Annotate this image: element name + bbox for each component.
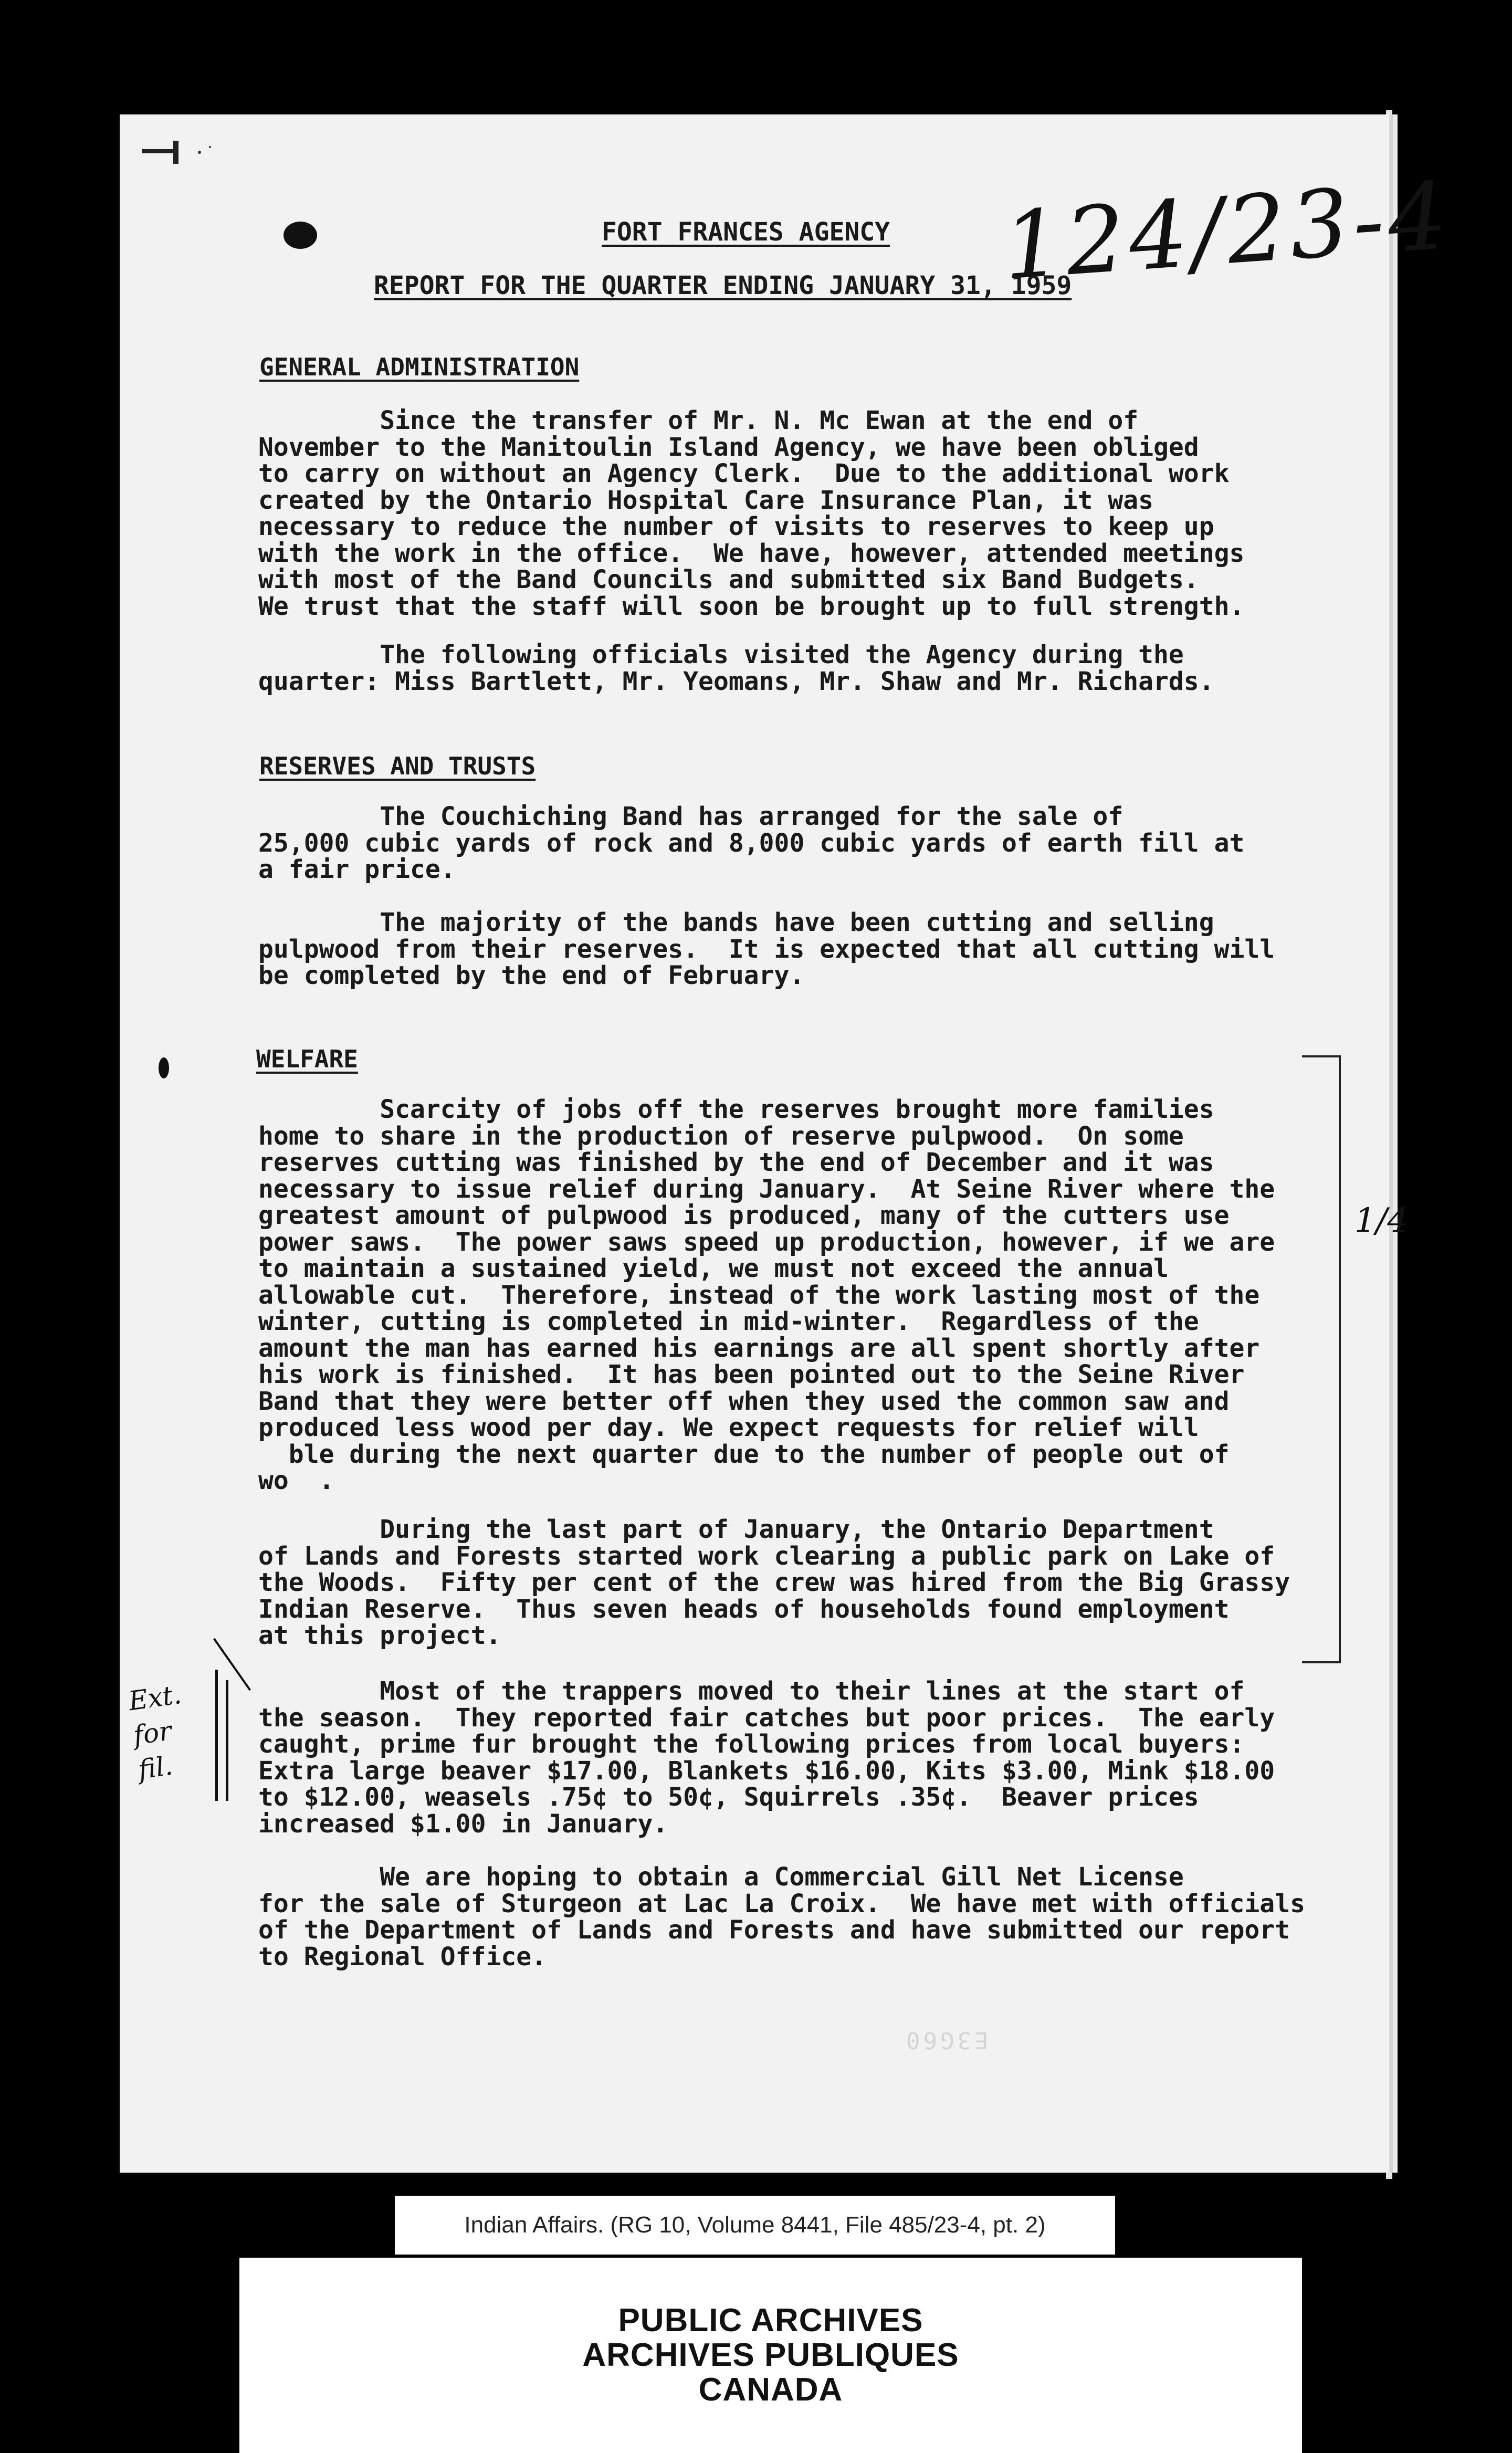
welfare-paragraph-4: We are hoping to obtain a Commercial Gill Net License for the sale of Sturgeon at Lac La Croix. We have met with officials of the Department of Lands and Forests and have submitted our report to Regional Office.: [258, 1862, 1305, 1972]
section-heading-welfare: WELFARE: [256, 1045, 358, 1073]
reserves-paragraph-1: The Couchiching Band has arranged for the sale of 25,000 cubic yards of rock and 8,000 cubic yards of earth fill at a fair price.: [258, 802, 1245, 884]
welfare-paragraph-3: Most of the trappers moved to their lines at the start of the season. They reported fair catches but poor prices. The early caught, prime fur brought the following prices from local buyers: Extra large beaver $17.00, Blankets $16.00, Kits $3.00, Mink $18.00 to $12.00, weasels .75¢ to 50¢, Squirrels .35¢. Beaver prices increased $1.00 in January.: [258, 1676, 1275, 1839]
archives-stamp: [239, 2258, 1302, 2453]
margin-fraction-note: 1/4: [1354, 1201, 1409, 1240]
ink-blot-icon: [284, 222, 317, 249]
archive-citation-label: [395, 2196, 1115, 2255]
handwritten-file-reference: 124/23-4: [999, 162, 1455, 301]
margin-handwritten-note: Ext. for fil.: [127, 1679, 184, 1786]
archives-line-3: CANADA: [698, 2372, 843, 2408]
archives-line-1: PUBLIC ARCHIVES: [618, 2302, 923, 2339]
general-administration-paragraph-2: The following officials visited the Agency during the quarter: Miss Bartlett, Mr. Yeomans, Mr. Shaw and Mr. Richards.: [258, 640, 1214, 696]
welfare-paragraph-1: Scarcity of jobs off the reserves brought more families home to share in the production of reserve pulpwood. On some reserves cutting was finished by the end of December and it was necessary to issue relief during January. At Seine River where the greatest amount of pulpwood is produced, many of the cutters use power saws. The power saws speed up production, however, if we are to maintain a sustained yield, we must not exceed the annual allowable cut. Therefore, instead of the work lasting most of the winter, cutting is completed in mid-winter. Regardless of the amount the man has earned his earnings are all spent shortly after his work is finished. It has been pointed out to the Seine River Band that they were better off when they used the common saw and produced less wood per day. We expect requests for relief will ble during the next quarter due to the number of people out of wo .: [258, 1095, 1275, 1495]
section-heading-general-administration: GENERAL ADMINISTRATION: [259, 353, 580, 381]
agency-title: FORT FRANCES AGENCY: [602, 217, 890, 247]
section-heading-reserves-and-trusts: RESERVES AND TRUSTS: [259, 752, 536, 780]
archives-line-2: ARCHIVES PUBLIQUES: [582, 2337, 959, 2373]
archive-citation: Indian Affairs. (RG 10, Volume 8441, File 485/23-4, pt. 2): [464, 2212, 1046, 2238]
margin-vertical-line: [215, 1670, 218, 1801]
report-title: REPORT FOR THE QUARTER ENDING JANUARY 31, 1959: [374, 271, 1072, 300]
margin-vertical-line: [226, 1680, 228, 1801]
bleed-through-text: E3G60: [903, 2027, 989, 2053]
welfare-paragraph-2: During the last part of January, the Ontario Department of Lands and Forests started work clearing a public park on Lake of the Woods. Fifty per cent of the crew was hired from the Big Grassy Indian Reserve. Thus seven heads of households found employment at this project.: [258, 1515, 1290, 1650]
reserves-paragraph-2: The majority of the bands have been cutting and selling pulpwood from their reserves. It is expected that all cutting will be completed by the end of February.: [258, 908, 1275, 990]
ink-dot-icon: [159, 1057, 169, 1078]
general-administration-paragraph-1: Since the transfer of Mr. N. Mc Ewan at the end of November to the Manitoulin Island Agency, we have been obliged to carry on without an Agency Clerk. Due to the additional work created by the Ontario Hospital Care Insurance Plan, it was necessary to reduce the number of visits to reserves to keep up with the work in the office. We have, however, attended meetings with most of the Band Councils and submitted six Band Budgets. We trust that the staff will soon be brought up to full strength.: [258, 406, 1245, 621]
margin-bracket: [1302, 1055, 1341, 1663]
specks-mark: [142, 138, 231, 169]
